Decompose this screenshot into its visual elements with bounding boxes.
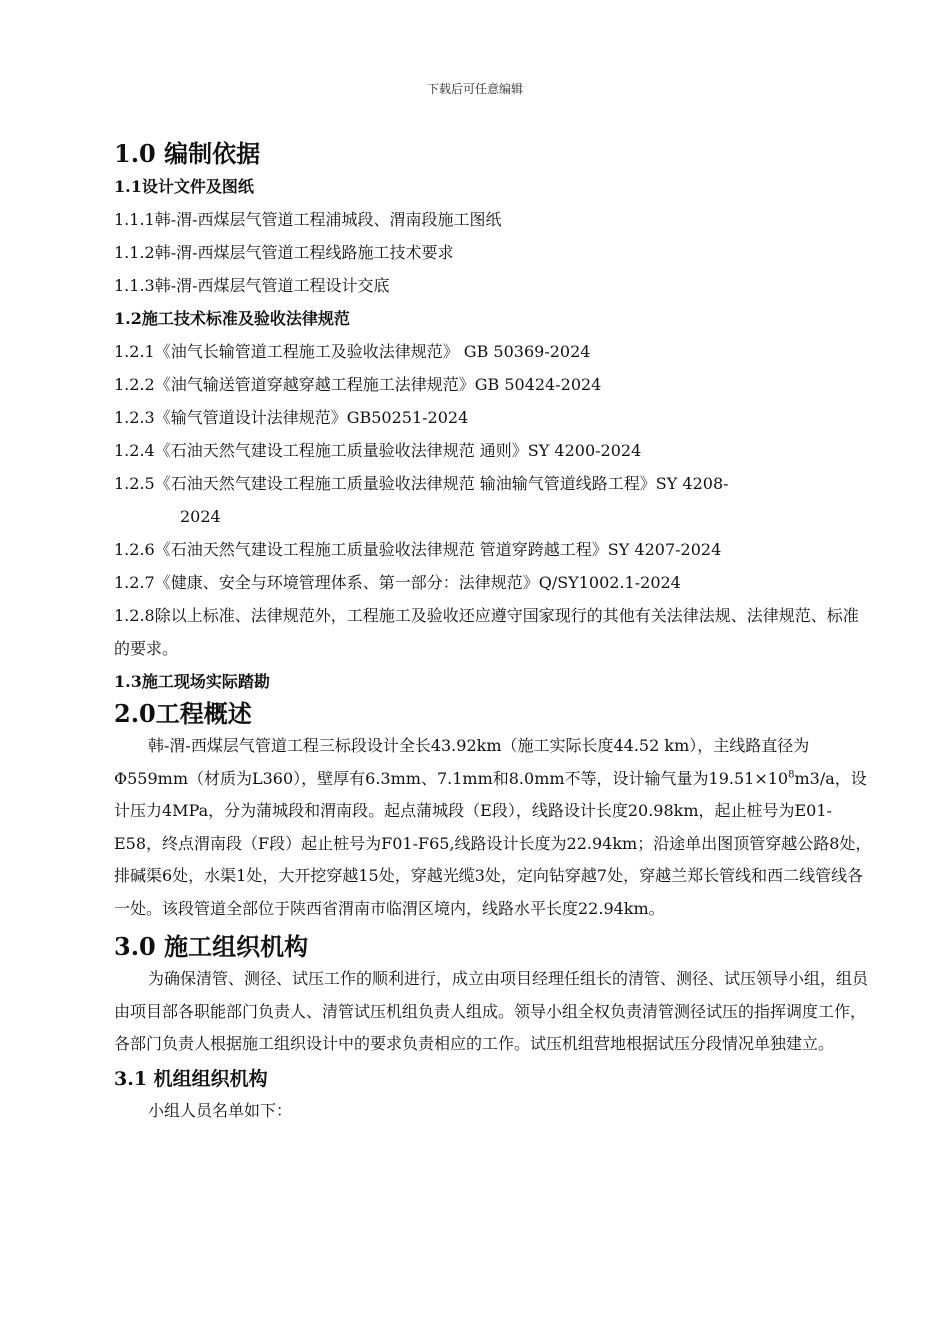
list-item: 1.1.1韩-渭-西煤层气管道工程浦城段、渭南段施工图纸 (114, 210, 502, 229)
list-item: 1.2.6《石油天然气建设工程施工质量验收法律规范 管道穿跨越工程》SY 4207-2024 (114, 540, 722, 559)
list-item: 1.1.2韩-渭-西煤层气管道工程线路施工技术要求 (114, 243, 454, 262)
list-item: 1.2.5《石油天然气建设工程施工质量验收法律规范 输油输气管道线路工程》SY 4208- (114, 474, 729, 493)
section-2-title: 2.0工程概述 (114, 699, 252, 728)
list-item: 1.2.8除以上标准、法律规范外，工程施工及验收还应遵守国家现行的其他有关法律法规、法律规范、标准的要求。 (114, 606, 859, 658)
list-item: 1.2.4《石油天然气建设工程施工质量验收法律规范 通则》SY 4200-2024 (114, 441, 642, 460)
section-3-title: 3.0 施工组织机构 (114, 932, 309, 961)
document-body (114, 138, 874, 1127)
list-item: 1.2.1《油气长输管道工程施工及验收法律规范》 GB 50369-2024 (114, 342, 591, 361)
section-1-title: 1.0 编制依据 (114, 139, 261, 168)
section-3-1-paragraph: 小组人员名单如下： (148, 1100, 293, 1120)
page-header-note: 下载后可任意编辑 (426, 82, 523, 96)
list-item: 1.2.3《输气管道设计法律规范》GB50251-2024 (114, 408, 469, 427)
paragraph-text: 韩-渭-西煤层气管道工程三标段设计全长43.92km（施工实际长度44.52 km），主线路直径为Φ559mm（材质为L360），壁厚有6.3mm、7.1mm和8.0mm不等，设计输气量为19.51×10 (114, 736, 810, 788)
section-1-1-title: 1.1设计文件及图纸 (114, 177, 254, 196)
paragraph-text: m3/a，设计压力4MPa，分为蒲城段和渭南段。起点蒲城段（E段），线路设计长度20.98km，起止桩号为E01-E58，终点渭南段（F段）起止桩号为F01-F65,线路设计长度为22.94km；沿途单出图顶管穿越公路8处，排碱渠6处，水渠1处，大开挖穿越15处，穿越光缆3处，定向钻穿越7处，穿越兰郑长管线和西二线管线各一处。该段管道全部位于陕西省渭南市临渭区境内，线路水平长度22.94km。 (114, 768, 872, 918)
list-item: 1.2.2《油气输送管道穿越穿越工程施工法律规范》GB 50424-2024 (114, 375, 602, 394)
section-1-2-title: 1.2施工技术标准及验收法律规范 (114, 309, 350, 328)
section-2-paragraph (114, 730, 874, 925)
section-3-1-title: 3.1 机组组织机构 (114, 1067, 268, 1090)
list-item: 1.1.3韩-渭-西煤层气管道工程设计交底 (114, 276, 390, 295)
list-item: 1.2.7《健康、安全与环境管理体系、第一部分：法律规范》Q/SY1002.1-2024 (114, 573, 681, 592)
list-item-continuation: 2024 (180, 507, 221, 526)
exponent: 8 (788, 769, 795, 781)
section-3-paragraph: 为确保清管、测径、试压工作的顺利进行，成立由项目经理任组长的清管、测径、试压领导小组，组员由项目部各职能部门负责人、清管试压机组负责人组成。领导小组全权负责清管测径试压的指挥调度工作，各部门负责人根据施工组织设计中的要求负责相应的工作。试压机组营地根据试压分段情况单独建立。 (114, 969, 869, 1053)
section-1-3-title: 1.3施工现场实际踏勘 (114, 672, 270, 691)
